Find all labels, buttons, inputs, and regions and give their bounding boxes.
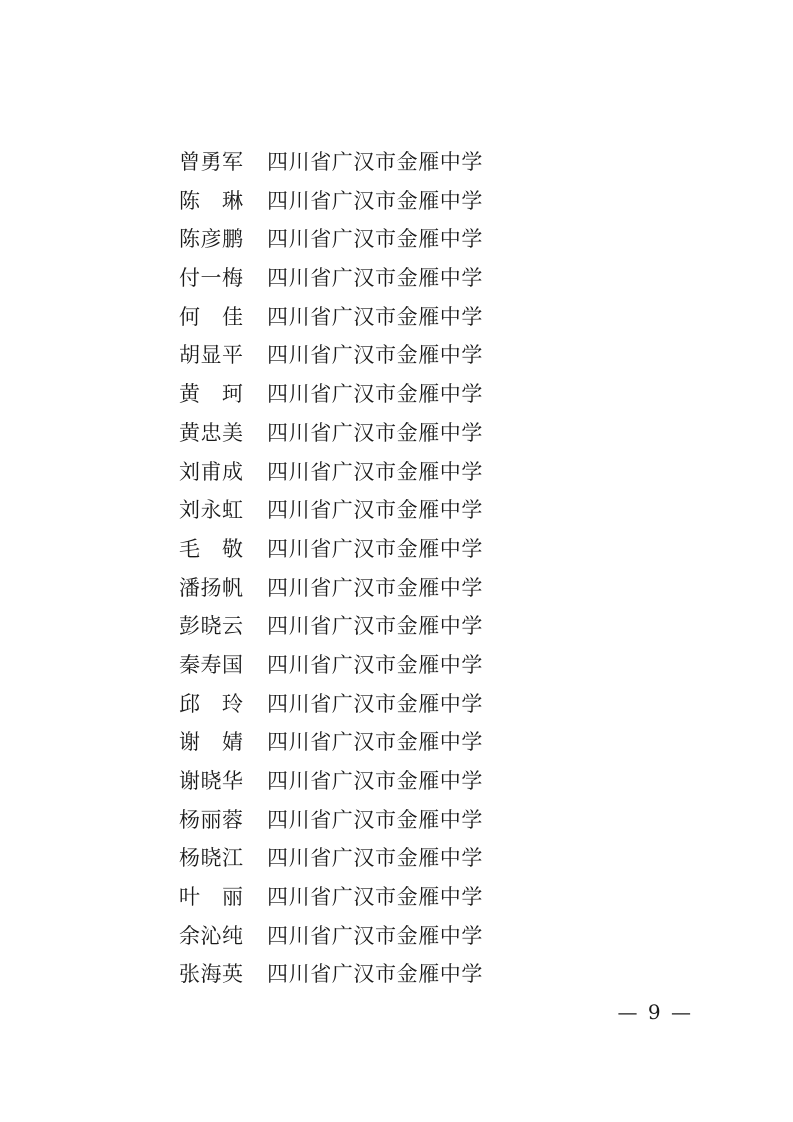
list-item bbox=[179, 530, 539, 569]
person-name: 杨丽蓉 bbox=[179, 807, 243, 832]
list-item bbox=[179, 762, 539, 801]
person-name: 何佳 bbox=[179, 304, 243, 329]
school-name: 四川省广汉市金雁中学 bbox=[267, 420, 483, 445]
school-name: 四川省广汉市金雁中学 bbox=[267, 188, 483, 213]
person-name: 黄珂 bbox=[179, 382, 243, 407]
list-item bbox=[179, 491, 539, 530]
list-item bbox=[179, 298, 539, 337]
person-name: 曾勇军 bbox=[179, 150, 243, 174]
person-name: 刘甫成 bbox=[179, 459, 243, 484]
person-name: 彭晓云 bbox=[179, 614, 243, 639]
person-name: 张海英 bbox=[179, 962, 243, 987]
person-name: 谢晓华 bbox=[179, 769, 243, 793]
school-name: 四川省广汉市金雁中学 bbox=[267, 343, 483, 368]
name-list bbox=[179, 143, 539, 994]
person-name: 刘永虹 bbox=[179, 498, 243, 523]
school-name: 四川省广汉市金雁中学 bbox=[267, 536, 483, 561]
school-name: 四川省广汉市金雁中学 bbox=[267, 304, 483, 329]
list-item bbox=[179, 569, 539, 608]
school-name: 四川省广汉市金雁中学 bbox=[267, 769, 483, 793]
list-item bbox=[179, 878, 539, 917]
school-name: 四川省广汉市金雁中学 bbox=[267, 885, 483, 910]
person-name: 潘扬帆 bbox=[179, 575, 243, 600]
school-name: 四川省广汉市金雁中学 bbox=[267, 382, 483, 407]
person-name: 陈琳 bbox=[179, 188, 243, 213]
person-name: 付一梅 bbox=[179, 266, 243, 291]
list-item bbox=[179, 801, 539, 840]
school-name: 四川省广汉市金雁中学 bbox=[267, 498, 483, 523]
list-item bbox=[179, 646, 539, 685]
school-name: 四川省广汉市金雁中学 bbox=[267, 807, 483, 832]
person-name: 胡显平 bbox=[179, 343, 243, 368]
person-name: 杨晓江 bbox=[179, 846, 243, 871]
list-item bbox=[179, 685, 539, 724]
school-name: 四川省广汉市金雁中学 bbox=[267, 652, 483, 677]
person-name: 秦寿国 bbox=[179, 652, 243, 677]
person-name: 毛敬 bbox=[179, 536, 243, 561]
school-name: 四川省广汉市金雁中学 bbox=[267, 923, 483, 948]
list-item bbox=[179, 839, 539, 878]
school-name: 四川省广汉市金雁中学 bbox=[267, 962, 483, 987]
school-name: 四川省广汉市金雁中学 bbox=[267, 266, 483, 291]
school-name: 四川省广汉市金雁中学 bbox=[267, 614, 483, 639]
school-name: 四川省广汉市金雁中学 bbox=[267, 227, 483, 252]
school-name: 四川省广汉市金雁中学 bbox=[267, 459, 483, 484]
list-item bbox=[179, 917, 539, 956]
list-item bbox=[179, 336, 539, 375]
list-item bbox=[179, 414, 539, 453]
school-name: 四川省广汉市金雁中学 bbox=[267, 150, 483, 174]
page-number: — 9 — bbox=[617, 1000, 693, 1024]
list-item bbox=[179, 220, 539, 259]
person-name: 谢婧 bbox=[179, 730, 243, 755]
list-item bbox=[179, 375, 539, 414]
person-name: 黄忠美 bbox=[179, 420, 243, 445]
school-name: 四川省广汉市金雁中学 bbox=[267, 575, 483, 600]
list-item bbox=[179, 955, 539, 994]
list-item bbox=[179, 607, 539, 646]
school-name: 四川省广汉市金雁中学 bbox=[267, 846, 483, 871]
person-name: 叶丽 bbox=[179, 885, 243, 910]
person-name: 陈彦鹏 bbox=[179, 227, 243, 252]
list-item bbox=[179, 182, 539, 221]
person-name: 余沁纯 bbox=[179, 923, 243, 948]
list-item bbox=[179, 259, 539, 298]
list-item bbox=[179, 143, 539, 182]
school-name: 四川省广汉市金雁中学 bbox=[267, 691, 483, 716]
school-name: 四川省广汉市金雁中学 bbox=[267, 730, 483, 755]
list-item bbox=[179, 723, 539, 762]
person-name: 邱玲 bbox=[179, 691, 243, 716]
list-item bbox=[179, 453, 539, 492]
